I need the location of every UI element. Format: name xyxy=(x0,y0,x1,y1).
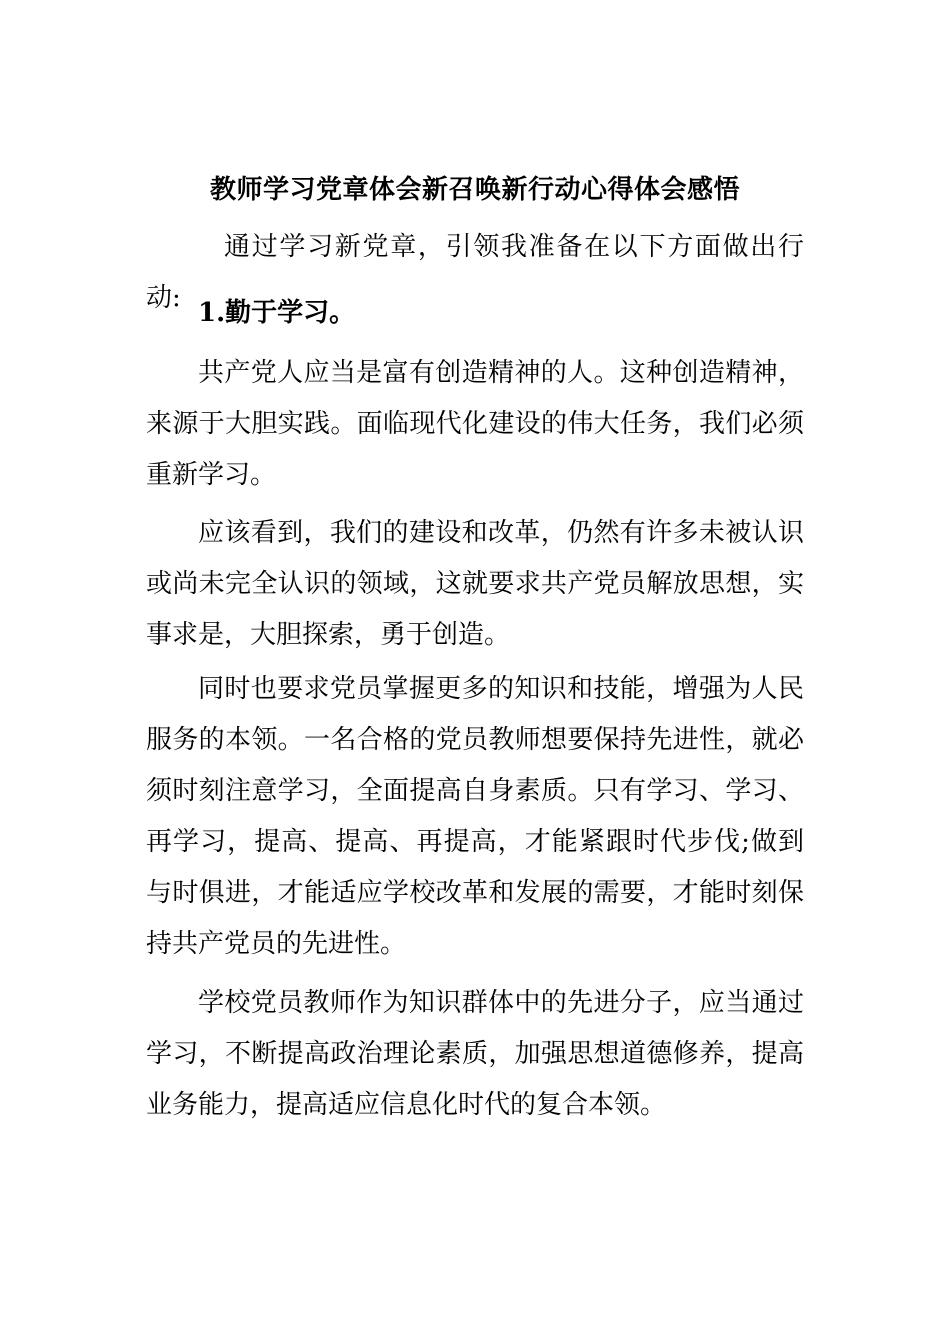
section-heading: 1.勤于学习。 xyxy=(198,298,356,328)
body-paragraph: 学校党员教师作为知识群体中的先进分子，应当通过学习，不断提高政治理论素质，加强思想道德修养，提高业务能力，提高适应信息化时代的复合本领。 xyxy=(146,988,804,1120)
body-paragraph: 共产党人应当是富有创造精神的人。这种创造精神，来源于大胆实践。面临现代化建设的伟大任务，我们必须重新学习。 xyxy=(146,358,804,490)
intro-paragraph: 通过学习新党章，引领我准备在以下方面做出行动: xyxy=(146,232,804,313)
body-paragraph: 应该看到，我们的建设和改革，仍然有许多未被认识或尚未完全认识的领域，这就要求共产党员解放思想，实事求是，大胆探索，勇于创造。 xyxy=(146,518,804,650)
body-paragraph: 同时也要求党员掌握更多的知识和技能，增强为人民服务的本领。一名合格的党员教师想要保持先进性，就必须时刻注意学习，全面提高自身素质。只有学习、学习、再学习，提高、提高、再提高，才能紧跟时代步伐;做到与时俱进，才能适应学校改革和发展的需要，才能时刻保持共产党员的先进性。 xyxy=(146,674,804,959)
document-title: 教师学习党章体会新召唤新行动心得体会感悟 xyxy=(209,175,740,205)
